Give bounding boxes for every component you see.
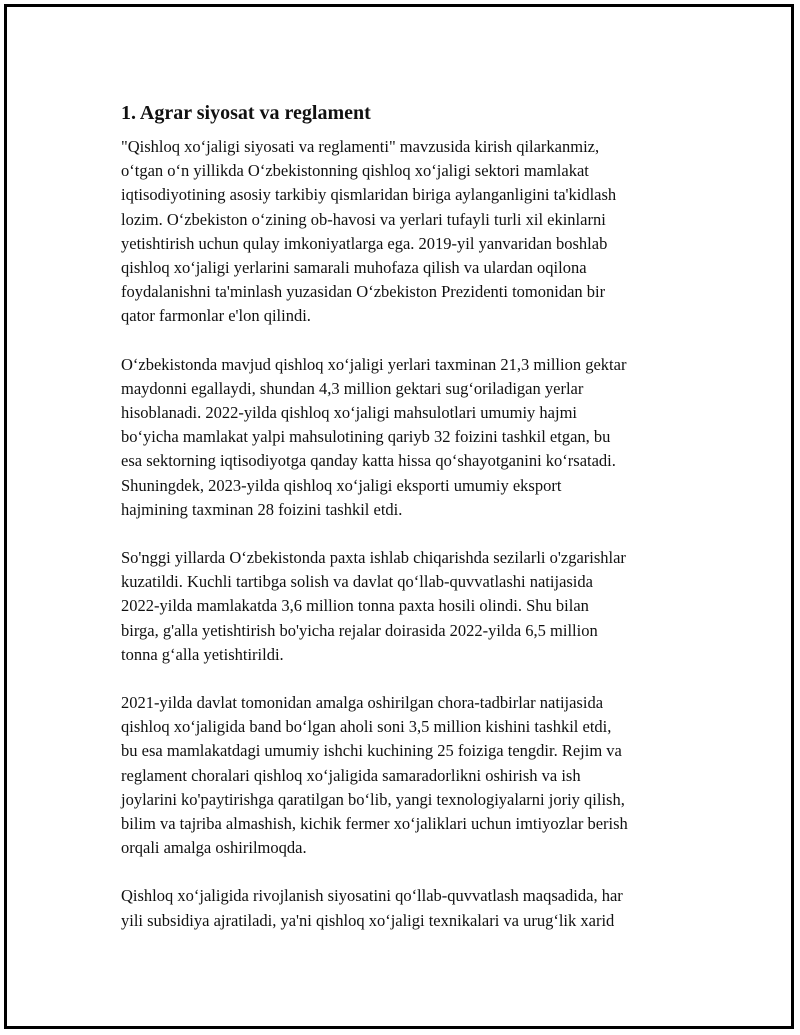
text-line: 2022-yilda mamlakatda 3,6 million tonna paxta hosili olindi. Shu bilan [121,596,589,616]
document-body [121,99,701,957]
text-line: lozim. O‘zbekiston o‘zining ob-havosi va yerlari tufayli turli xil ekinlarni [121,209,606,229]
text-line: Shuningdek, 2023-yilda qishloq xo‘jaligi eksporti umumiy eksport [121,475,562,495]
paragraph-5 [121,884,701,932]
text-line: qator farmonlar e'lon qilindi. [121,306,311,326]
text-line: yetishtirish uchun qulay imkoniyatlarga ega. 2019-yil yanvaridan boshlab [121,233,608,253]
section-heading: 1. Agrar siyosat va reglament [121,102,371,124]
text-line: qishloq xo‘jaligi yerlarini samarali muhofaza qilish va ulardan oqilona [121,258,587,278]
text-line: o‘tgan o‘n yillikda O‘zbekistonning qishloq xo‘jaligi sektori mamlakat [121,161,589,181]
text-line: hajmining taxminan 28 foizini tashkil etdi. [121,499,403,519]
text-line: joylarini ko'paytirishga qaratilgan bo‘lib, yangi texnologiyalarni joriy qilish, [121,789,625,809]
text-line: qishloq xo‘jaligida band bo‘lgan aholi soni 3,5 million kishini tashkil etdi, [121,717,612,737]
text-line: hisoblanadi. 2022-yilda qishloq xo‘jaligi mahsulotlari umumiy hajmi [121,403,577,423]
paragraph-4 [121,691,701,860]
text-line: foydalanishni ta'minlash yuzasidan O‘zbekiston Prezidenti tomonidan bir [121,282,606,302]
text-line: reglament choralari qishloq xo‘jaligida samaradorlikni oshirish va ish [121,765,581,785]
paragraph-2 [121,353,701,522]
text-line: esa sektorning iqtisodiyotga qanday katta hissa qo‘shayotganini ko‘rsatadi. [121,451,616,471]
text-line: O‘zbekistonda mavjud qishloq xo‘jaligi yerlari taxminan 21,3 million gektar [121,354,627,374]
text-line: tonna g‘alla yetishtirildi. [121,644,284,664]
text-line: yili subsidiya ajratiladi, ya'ni qishloq xo‘jaligi texnikalari va urug‘lik xarid [121,910,615,930]
text-line: iqtisodiyotining asosiy tarkibiy qismlaridan biriga aylanganligini ta'kidlash [121,185,617,205]
text-line: birga, g'alla yetishtirish bo'yicha rejalar doirasida 2022-yilda 6,5 million [121,620,598,640]
text-line: maydonni egallaydi, shundan 4,3 million gektari sug‘oriladigan yerlar [121,378,584,398]
text-line: "Qishloq xo‘jaligi siyosati va reglamenti" mavzusida kirish qilarkanmiz, [121,137,600,156]
text-line: bu esa mamlakatdagi umumiy ishchi kuchining 25 foiziga tengdir. Rejim va [121,741,622,761]
text-line: orqali amalga oshirilmoqda. [121,838,307,858]
page-frame [4,4,794,1029]
text-line: kuzatildi. Kuchli tartibga solish va davlat qo‘llab-quvvatlashi natijasida [121,572,593,592]
text-line: So'nggi yillarda O‘zbekistonda paxta ishlab chiqarishda sezilarli o'zgarishlar [121,548,626,568]
paragraph-3 [121,546,701,667]
text-line: bilim va tajriba almashish, kichik fermer xo‘jaliklari uchun imtiyozlar berish [121,814,628,834]
text-line: bo‘yicha mamlakat yalpi mahsulotining qariyb 32 foizini tashkil etgan, bu [121,427,611,447]
text-line: Qishloq xo‘jaligida rivojlanish siyosatini qo‘llab-quvvatlash maqsadida, har [121,886,623,906]
paragraph-1 [121,135,701,329]
text-line: 2021-yilda davlat tomonidan amalga oshirilgan chora-tadbirlar natijasida [121,693,604,713]
